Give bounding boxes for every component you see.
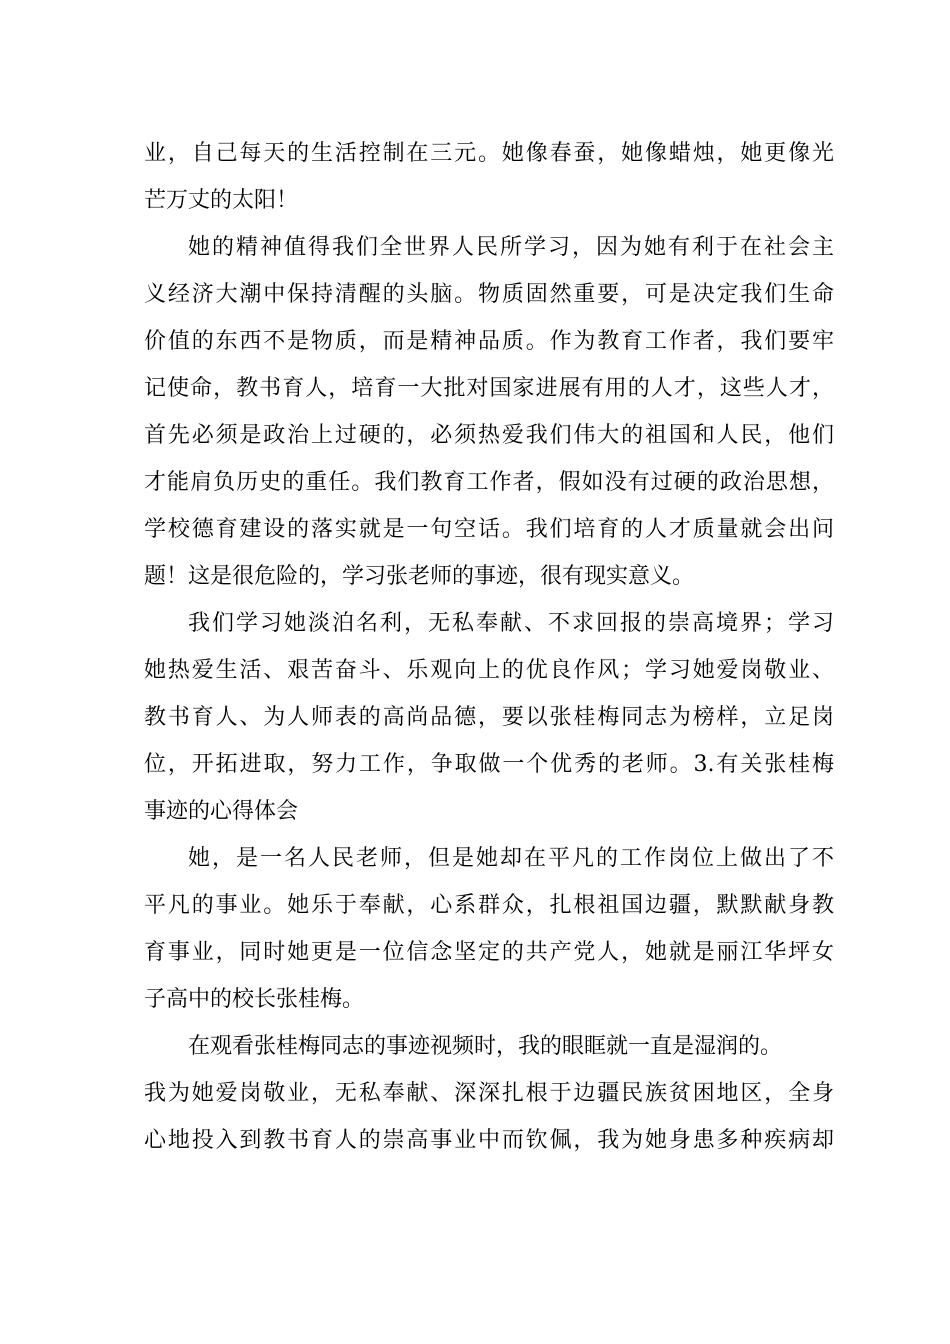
text-line: 记使命，教书育人，培育一大批对国家进展有用的人才，这些人才， (144, 376, 834, 401)
text-line: 心地投入到教书育人的崇高事业中而钦佩，我为她身患多种疾病却 (144, 1128, 834, 1153)
text-line: 平凡的事业。她乐于奉献，心系群众，扎根祖国边疆，默默献身教 (144, 893, 834, 918)
text-line: 我为她爱岗敬业，无私奉献、深深扎根于边疆民族贫困地区，全身 (144, 1081, 834, 1106)
text-line: 题！这是很危险的，学习张老师的事迹，很有现实意义。 (144, 564, 695, 589)
text-line: 教书育人、为人师表的高尚品德，要以张桂梅同志为榜样，立足岗 (144, 705, 834, 730)
text-line: 育事业，同时她更是一位信念坚定的共产党人，她就是丽江华坪女 (144, 940, 834, 965)
text-line: 子高中的校长张桂梅。 (144, 987, 365, 1012)
text-line: 学校德育建设的落实就是一句空话。我们培育的人才质量就会出问 (144, 517, 834, 542)
text-line: 芒万丈的太阳！ (144, 188, 299, 213)
text-line: 义经济大潮中保持清醒的头脑。物质固然重要，可是决定我们生命 (144, 282, 834, 307)
text-line: 业，自己每天的生活控制在三元。她像春蚕，她像蜡烛，她更像光 (144, 141, 834, 166)
text-line: 才能肩负历史的重任。我们教育工作者，假如没有过硬的政治思想， (144, 470, 834, 495)
paragraph-first-line: 在观看张桂梅同志的事迹视频时，我的眼眶就一直是湿润的。 (188, 1034, 783, 1059)
text-line: 事迹的心得体会 (144, 799, 299, 824)
text-line: 位，开拓进取，努力工作，争取做一个优秀的老师。3.有关张桂梅 (144, 752, 834, 777)
paragraph-first-line: 她的精神值得我们全世界人民所学习，因为她有利于在社会主 (188, 235, 834, 260)
text-line: 她热爱生活、艰苦奋斗、乐观向上的优良作风；学习她爱岗敬业、 (144, 658, 834, 683)
paragraph-first-line: 我们学习她淡泊名利，无私奉献、不求回报的崇高境界；学习 (188, 611, 834, 636)
text-line: 价值的东西不是物质，而是精神品质。作为教育工作者，我们要牢 (144, 329, 834, 354)
paragraph-first-line: 她，是一名人民老师，但是她却在平凡的工作岗位上做出了不 (188, 846, 834, 871)
body-text (144, 130, 834, 1164)
text-line: 首先必须是政治上过硬的，必须热爱我们伟大的祖国和人民，他们 (144, 423, 834, 448)
